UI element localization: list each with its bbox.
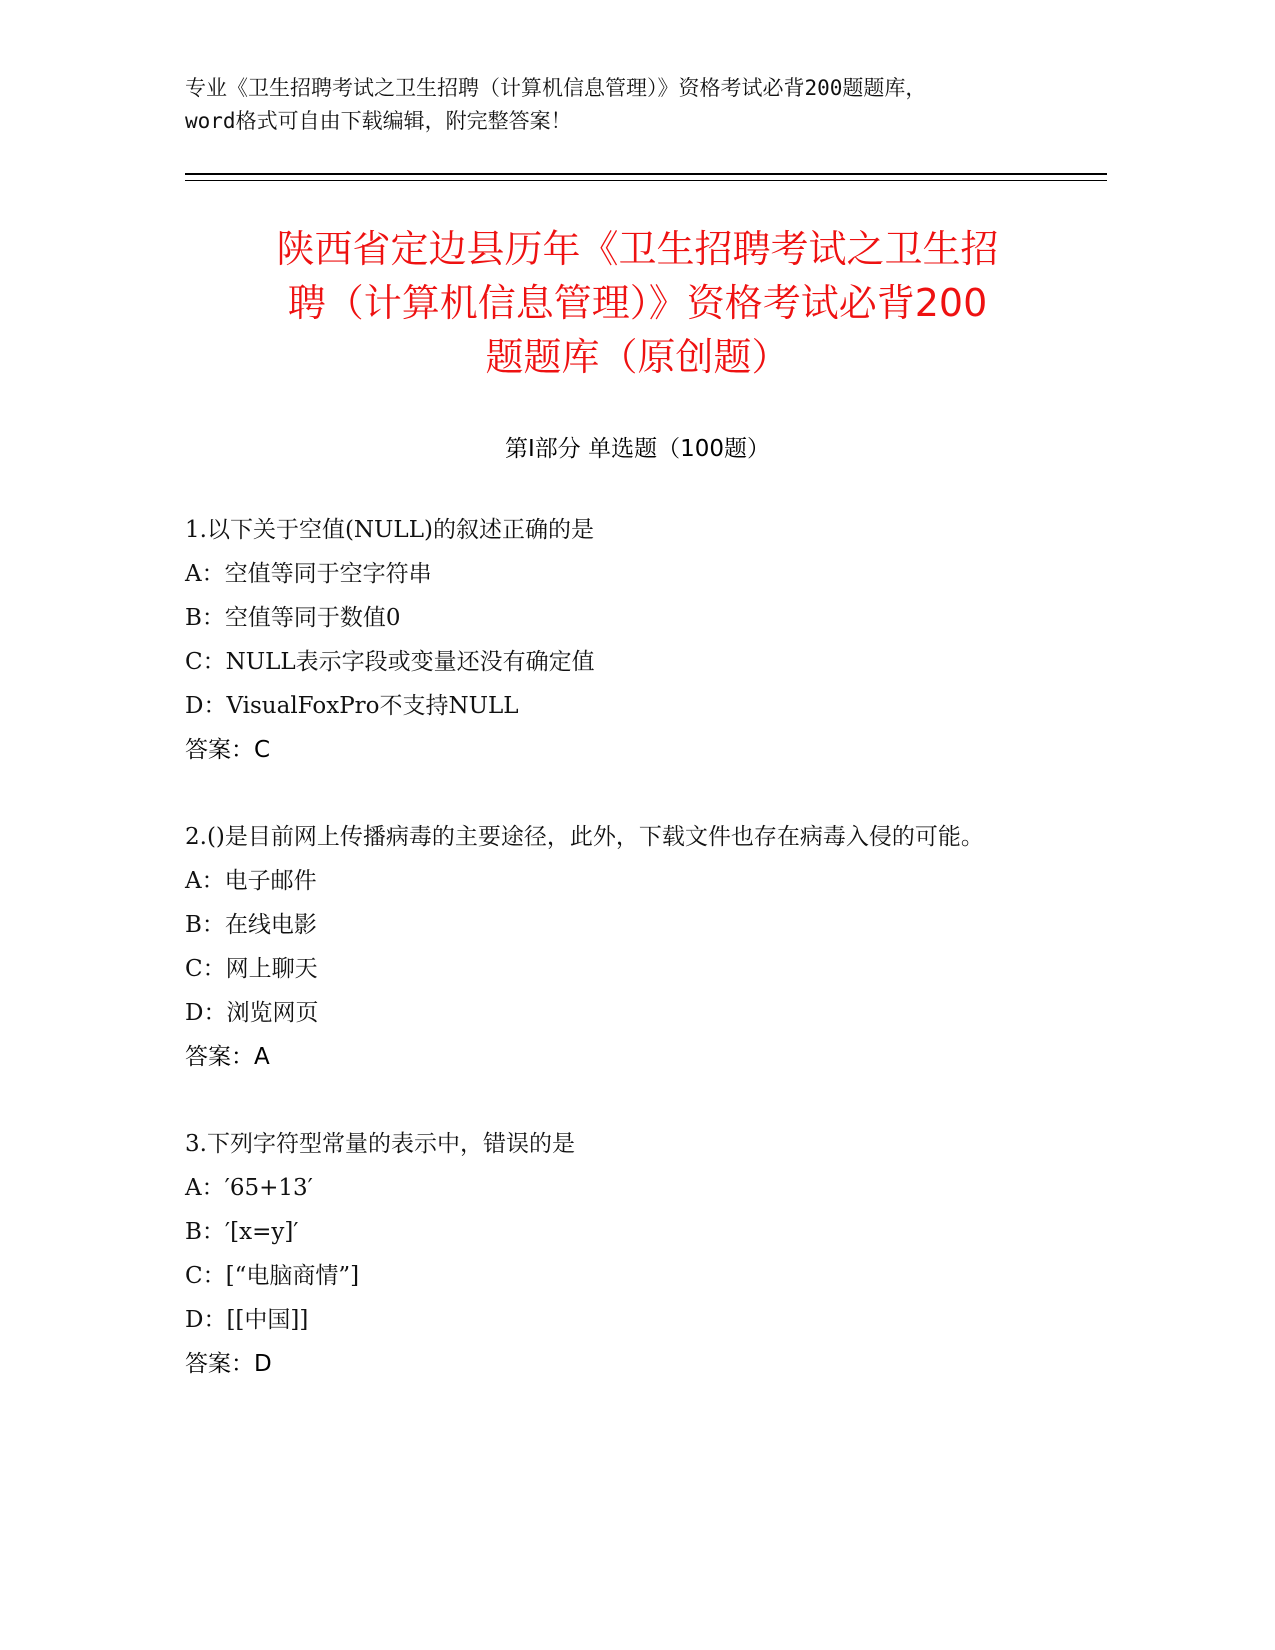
answer-line: 答案：C (185, 737, 271, 763)
document-title-line-3: 题题库（原创题） (485, 335, 790, 379)
option-b: B：′[x=y]′ (185, 1219, 299, 1245)
option-d: D：浏览网页 (185, 1000, 319, 1026)
option-c: C：[“电脑商情”] (185, 1263, 360, 1289)
option-c: C：网上聊天 (185, 956, 318, 982)
option-d: D：VisualFoxPro不支持NULL (185, 693, 519, 719)
header-divider-thick (185, 173, 1107, 175)
option-a: A：空值等同于空字符串 (185, 561, 432, 587)
header-divider-thin (185, 180, 1107, 181)
question-spacer (185, 772, 1065, 815)
option-a: A：电子邮件 (185, 868, 317, 894)
document-title-line-2: 聘（计算机信息管理）》资格考试必背200 (287, 281, 988, 325)
option-a: A：′65+13′ (185, 1175, 313, 1201)
option-b: B：在线电影 (185, 912, 317, 938)
document-title (180, 222, 1095, 384)
question-spacer (185, 1079, 1065, 1122)
header-note-line-2: word格式可自由下载编辑，附完整答案！ (185, 109, 572, 133)
question-stem: 1.以下关于空值(NULL)的叙述正确的是 (185, 517, 594, 543)
option-d: D：[[中国]] (185, 1307, 309, 1333)
question-1 (185, 508, 1065, 772)
header-note (185, 72, 1105, 138)
answer-line: 答案：A (185, 1044, 270, 1070)
question-list (185, 508, 1065, 1386)
header-note-line-1: 专业《卫生招聘考试之卫生招聘（计算机信息管理）》资格考试必背200题题库， (185, 76, 927, 100)
answer-line: 答案：D (185, 1351, 272, 1377)
question-3 (185, 1122, 1065, 1386)
option-b: B：空值等同于数值0 (185, 605, 401, 631)
question-stem: 3.下列字符型常量的表示中，错误的是 (185, 1131, 575, 1157)
document-title-line-1: 陕西省定边县历年《卫生招聘考试之卫生招 (276, 227, 999, 271)
option-c: C：NULL表示字段或变量还没有确定值 (185, 649, 595, 675)
question-2 (185, 815, 1065, 1079)
section-title: 第I部分 单选题（100题） (505, 436, 770, 462)
question-stem: 2.()是目前网上传播病毒的主要途径，此外，下载文件也存在病毒入侵的可能。 (185, 824, 984, 850)
